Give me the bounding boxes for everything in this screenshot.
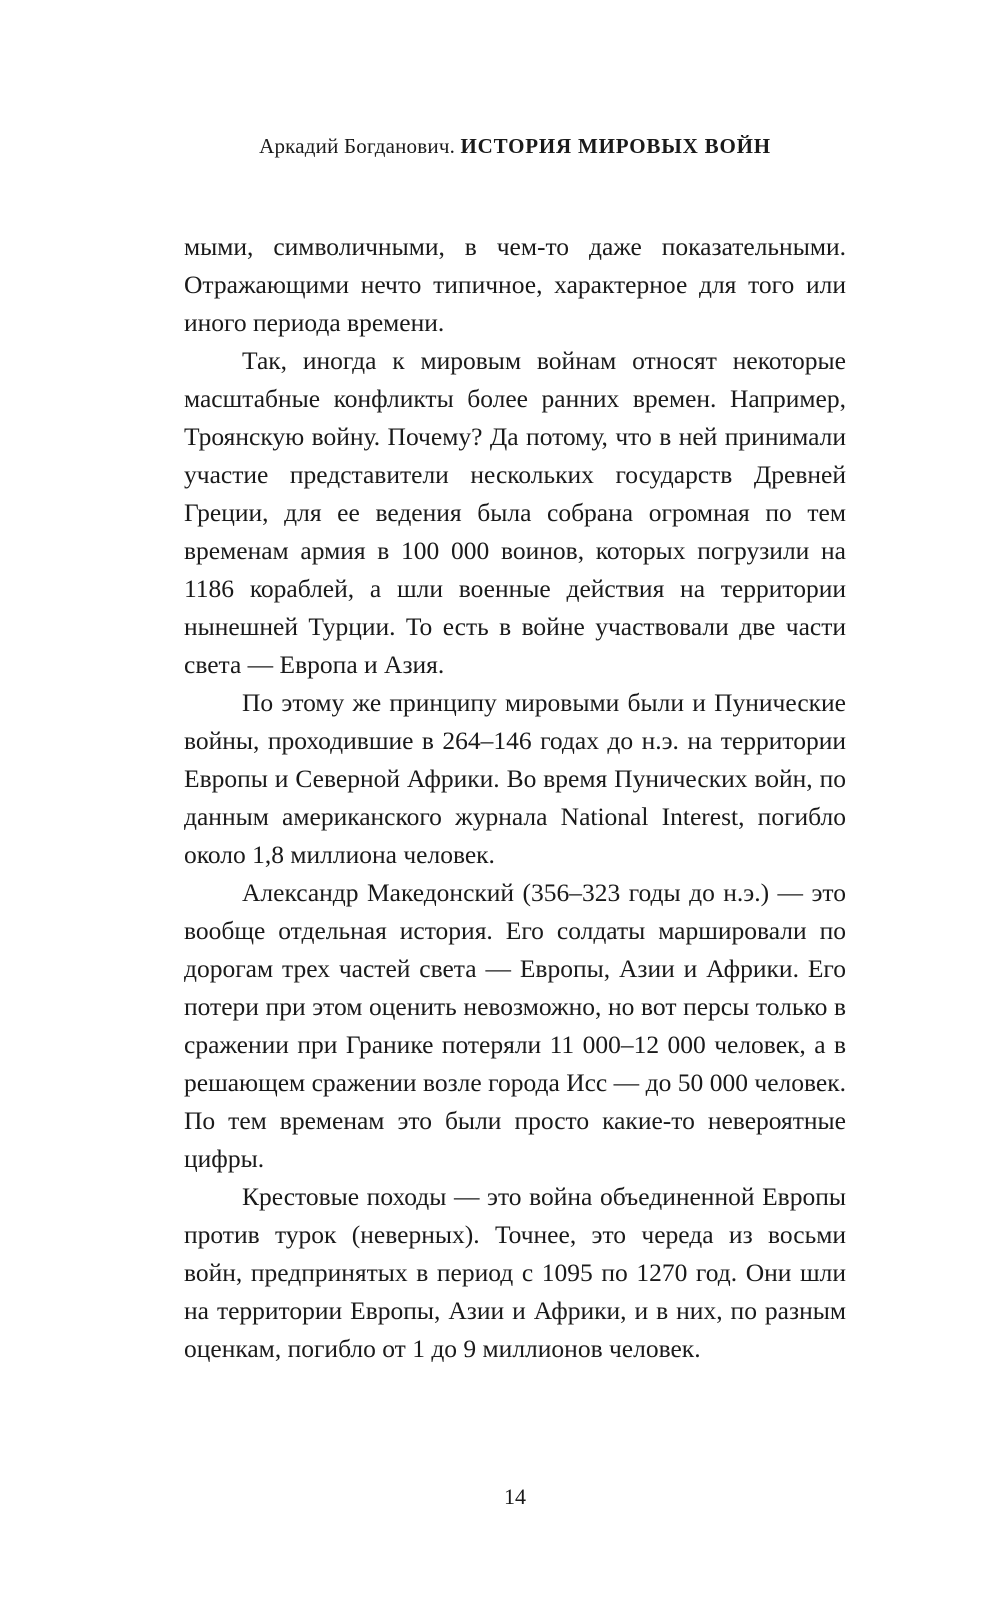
paragraph: Крестовые походы — это война объединенной Европы против турок (неверных). Точнее, это череда из восьми войн, предпринятых в период с 1095 по 1270 год. Они шли на территории Европы, Азии и Африки, и в них, по разным оценкам, погибло от 1 до 9 миллионов человек. xyxy=(184,1182,846,1363)
paragraph: Так, иногда к мировым войнам относят некоторые масштабные конфликты более ранних времен. Например, Троянскую войну. Почему? Да потому, что в ней принимали участие представители нескольких государств Древней Греции, для ее ведения была собрана огромная по тем временам армия в 100 000 воинов, которых погрузили на 1186 кораблей, а шли военные действия на территории нынешней Турции. То есть в войне участвовали две части света — Европа и Азия. xyxy=(184,346,846,679)
paragraph: мыми, символичными, в чем-то даже показательными. Отражающими нечто типичное, характерное для того или иного периода времени. xyxy=(184,232,846,337)
running-header xyxy=(180,134,850,159)
paragraph: По этому же принципу мировыми были и Пунические войны, проходившие в 264–146 годах до н.э. на территории Европы и Северной Африки. Во время Пунических войн, по данным американского журнала National Interest, погибло около 1,8 миллиона человек. xyxy=(184,688,846,869)
paragraph: Александр Македонский (356–323 годы до н.э.) — это вообще отдельная история. Его солдаты маршировали по дорогам трех частей света — Европы, Азии и Африки. Его потери при этом оценить невозможно, но вот персы только в сражении при Гранике потеряли 11 000–12 000 человек, а в решающем сражении возле города Исс — до 50 000 человек. По тем временам это были просто какие-то невероятные цифры. xyxy=(184,878,846,1173)
body-text xyxy=(184,228,846,1368)
header-author: Аркадий Богданович. xyxy=(259,134,456,158)
page-number: 14 xyxy=(504,1484,526,1509)
header-book-title: ИСТОРИЯ МИРОВЫХ ВОЙН xyxy=(460,134,771,158)
